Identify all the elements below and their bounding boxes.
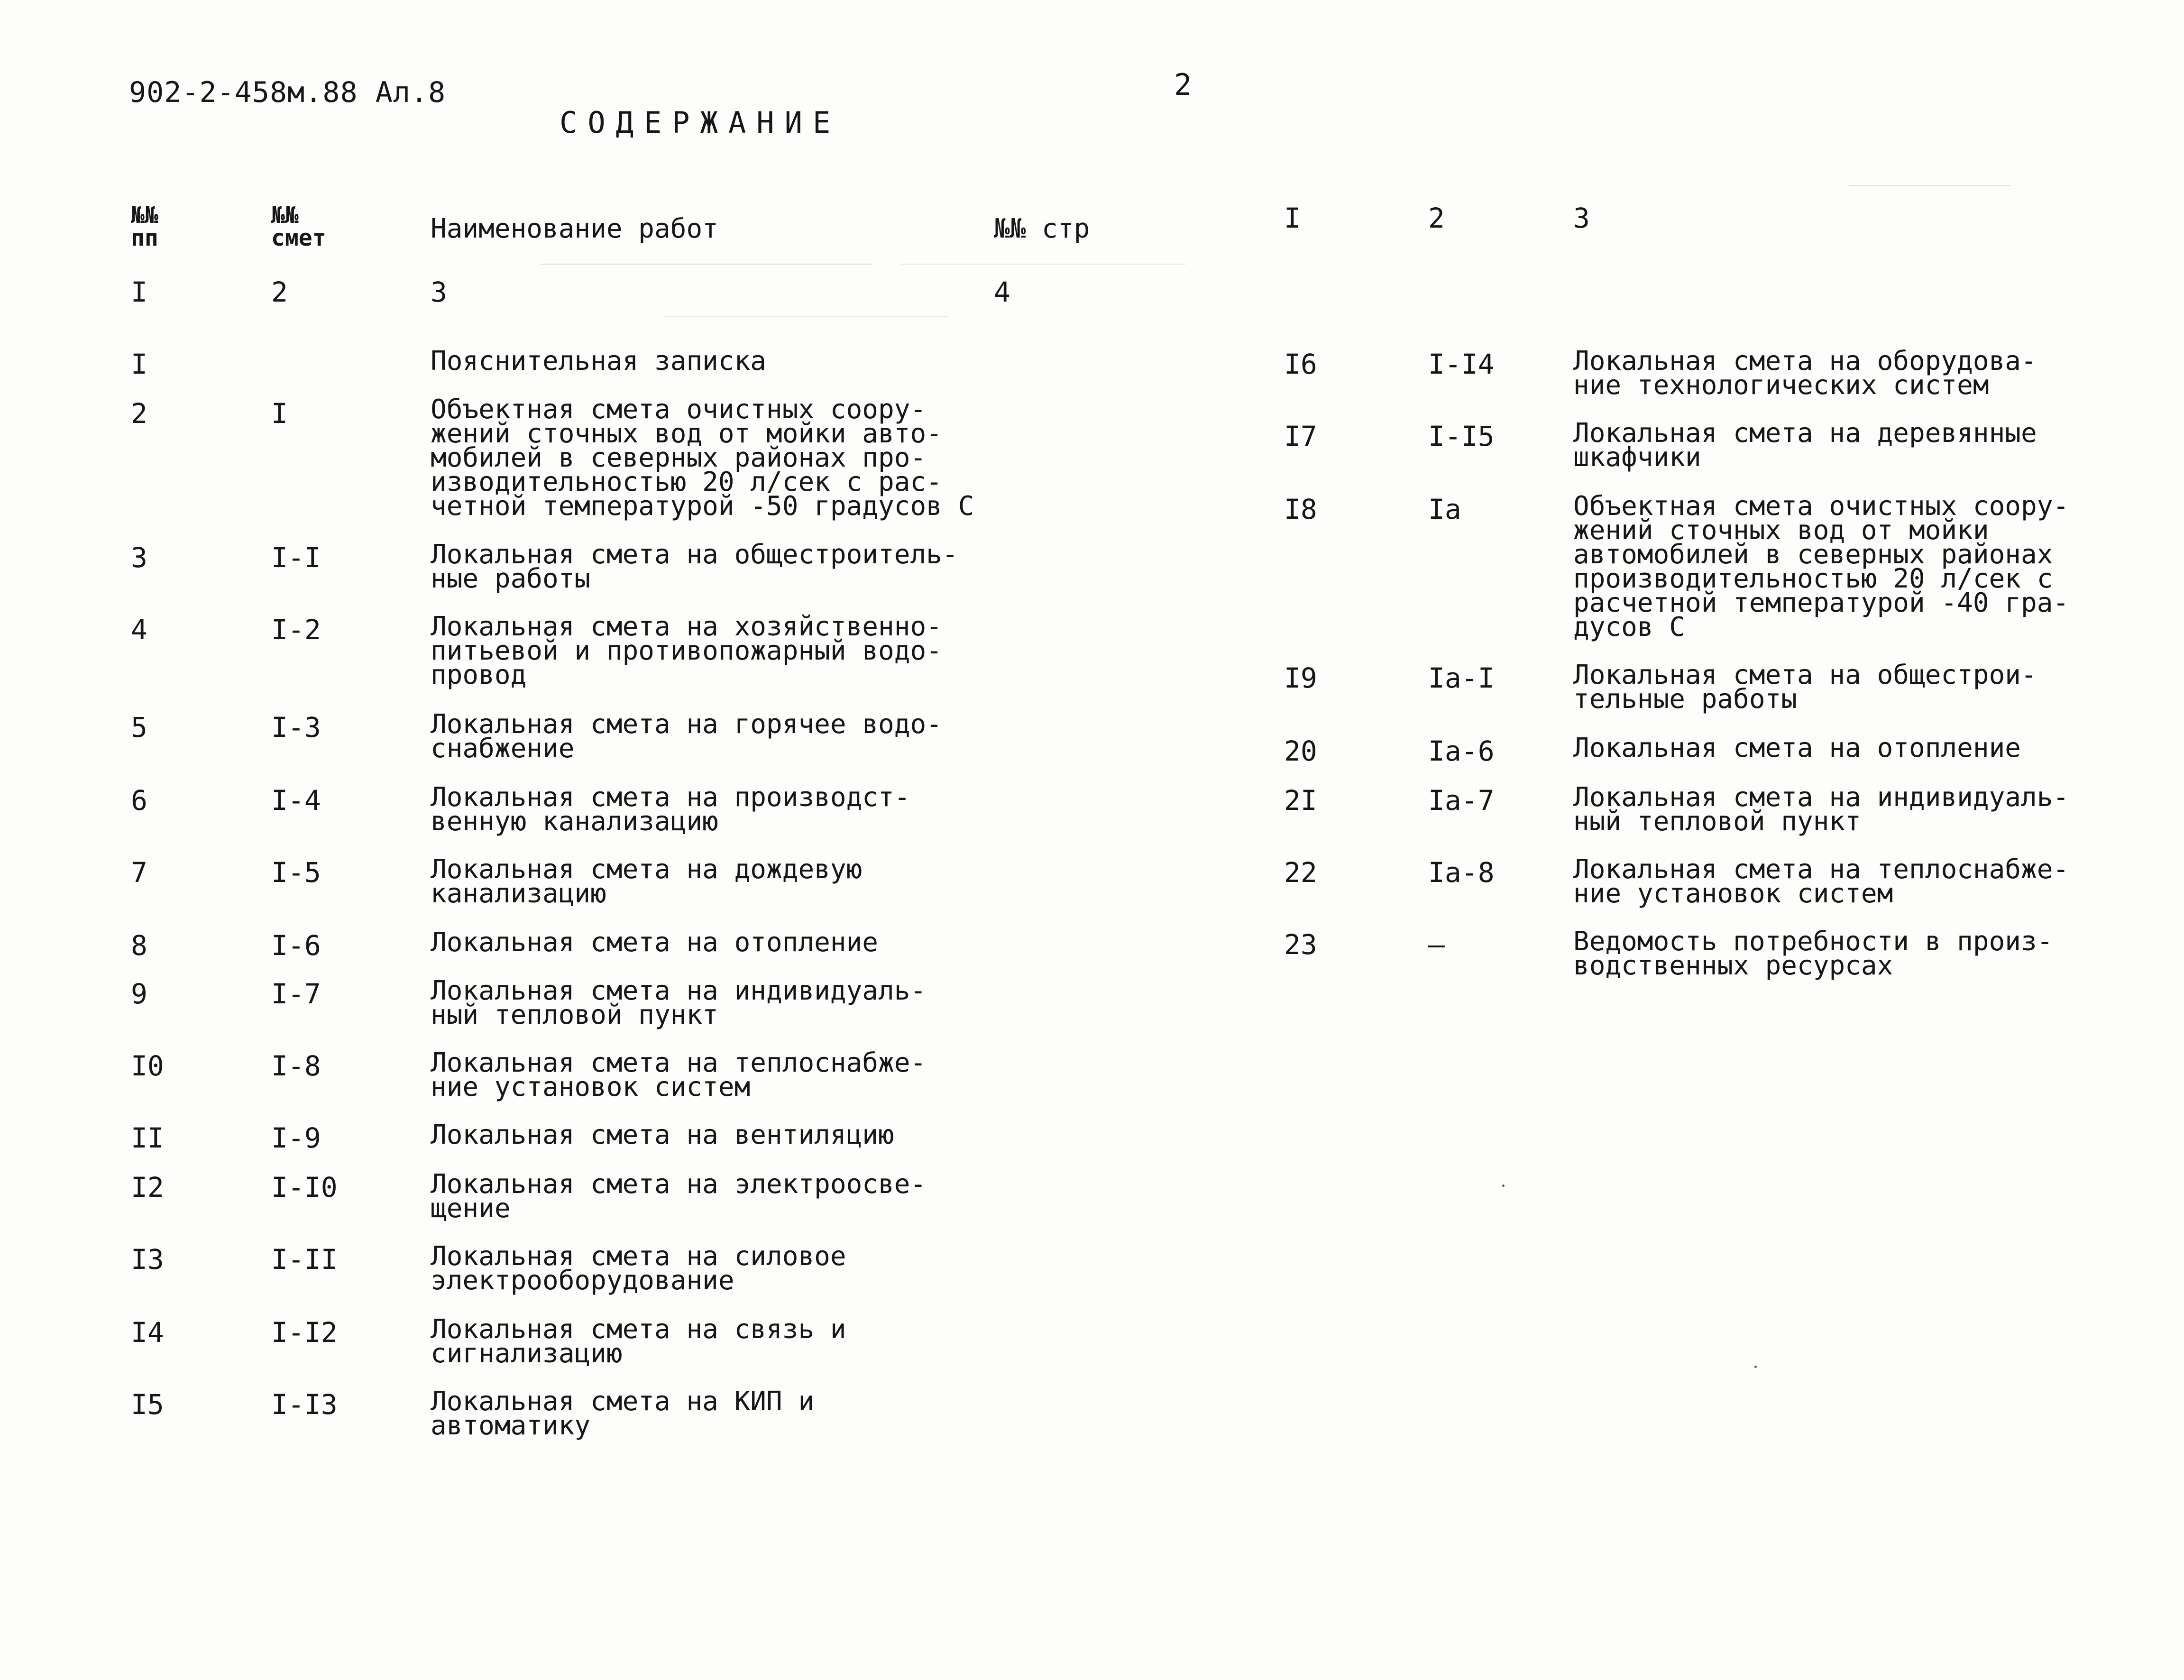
header-col-name: Наименование работ [431,213,718,244]
header-col-page: №№ стр [994,213,1090,244]
row-number: 2 [131,397,147,430]
row-title: Объектная смета очистных соору- жений сточных вод от мойки автомобилей в северных районах производительностью 20 л/сек с расчетной температурой -40 гра- дусов С [1573,491,2069,643]
page-number: 2 [1174,67,1192,102]
document-code: 902-2-458м.88 Ал.8 [129,76,446,109]
row-smeta: I-I [271,542,321,574]
row-title: Локальная смета на индивидуаль- ный тепловой пункт [431,975,927,1030]
page-title: СОДЕРЖАНИЕ [560,105,841,140]
row-smeta: I-5 [271,856,321,889]
column-number: I [1284,202,1301,234]
row-smeta: I-4 [271,784,321,817]
column-number: I [131,276,147,308]
row-number: 8 [131,929,147,962]
row-number: 6 [131,784,147,817]
row-smeta: I-I2 [271,1316,338,1349]
row-smeta: I-I5 [1428,420,1495,452]
scan-speck [1754,1366,1757,1368]
row-smeta: Ia-6 [1428,735,1495,767]
row-title: Локальная смета на теплоснабже- ние установок систем [1573,854,2069,909]
row-number: 9 [131,978,147,1010]
column-number: 4 [994,276,1010,308]
row-title: Локальная смета на деревянные шкафчики [1573,418,2037,473]
row-smeta: I-I0 [271,1171,338,1203]
row-smeta: I-3 [271,711,321,744]
row-smeta: I-7 [271,978,321,1010]
row-number: 2I [1284,784,1317,817]
row-title: Локальная смета на силовое электрооборудование [431,1241,846,1296]
row-title: Объектная смета очистных соору- жений сточных вод от мойки авто- мобилей в северных районах про- изводительностью 20 л/сек с рас- четной температурой -50 градусов С [431,394,974,522]
column-number: 2 [271,276,288,308]
row-number: I5 [131,1388,164,1421]
row-smeta: I-I4 [1428,348,1495,380]
row-title: Локальная смета на связь и сигнализацию [431,1314,846,1369]
row-number: 20 [1284,735,1317,767]
row-smeta: I-6 [271,929,321,962]
row-smeta: I-II [271,1243,338,1276]
row-number: 23 [1284,928,1317,961]
row-smeta: I-9 [271,1122,321,1154]
row-title: Ведомость потребности в произ- водственных ресурсах [1573,926,2053,981]
row-title: Локальная смета на общестрои- тельные работы [1573,660,2037,715]
row-smeta: Ia [1428,493,1461,525]
row-title: Локальная смета на горячее водо- снабжение [431,709,942,764]
header-divider [1849,185,2010,186]
row-number: I0 [131,1050,164,1082]
row-number: 5 [131,711,147,744]
row-title: Локальная смета на общестроитель- ные работы [431,539,958,594]
row-smeta: I [271,397,288,430]
column-number: 3 [1573,202,1590,234]
column-number: 2 [1428,202,1445,234]
row-number: I3 [131,1243,164,1276]
row-smeta: I-I3 [271,1388,338,1421]
row-smeta: I-8 [271,1050,321,1082]
row-number: I2 [131,1171,164,1203]
row-number: 3 [131,542,147,574]
row-number: I8 [1284,493,1317,525]
row-title: Пояснительная записка [431,346,767,376]
header-col-smet: №№ смет [271,202,326,251]
row-number: I7 [1284,420,1317,452]
row-smeta: Ia-7 [1428,784,1495,817]
row-title: Локальная смета на вентиляцию [431,1120,894,1150]
row-smeta: Ia-I [1428,662,1495,694]
row-number: 7 [131,856,147,889]
column-number-divider [664,316,948,317]
row-title: Локальная смета на производст- венную канализацию [431,782,910,837]
row-number: I9 [1284,662,1317,694]
row-title: Локальная смета на дождевую канализацию [431,854,863,909]
row-title: Локальная смета на отопление [431,927,879,958]
header-divider [541,264,872,265]
header-col-pp: №№ пп [131,202,158,251]
row-title: Локальная смета на теплоснабже- ние установок систем [431,1047,927,1102]
column-number: 3 [431,276,447,308]
row-number: I6 [1284,348,1317,380]
row-title: Локальная смета на индивидуаль- ный тепловой пункт [1573,782,2069,837]
row-smeta: – [1428,928,1445,961]
row-title: Локальная смета на хозяйственно- питьевой и противопожарный водо- провод [431,611,942,690]
row-number: I [131,348,147,380]
row-smeta: I-2 [271,614,321,646]
row-number: II [131,1122,164,1154]
row-title: Локальная смета на отопление [1573,733,2021,763]
row-title: Локальная смета на КИП и автоматику [431,1386,815,1441]
header-divider [901,264,1185,265]
row-smeta: Ia-8 [1428,856,1495,889]
scan-speck [1502,1184,1505,1187]
row-number: 4 [131,614,147,646]
row-title: Локальная смета на электроосве- щение [431,1169,927,1224]
row-number: 22 [1284,856,1317,889]
row-number: I4 [131,1316,164,1349]
row-title: Локальная смета на оборудова- ние технологических систем [1573,346,2037,401]
